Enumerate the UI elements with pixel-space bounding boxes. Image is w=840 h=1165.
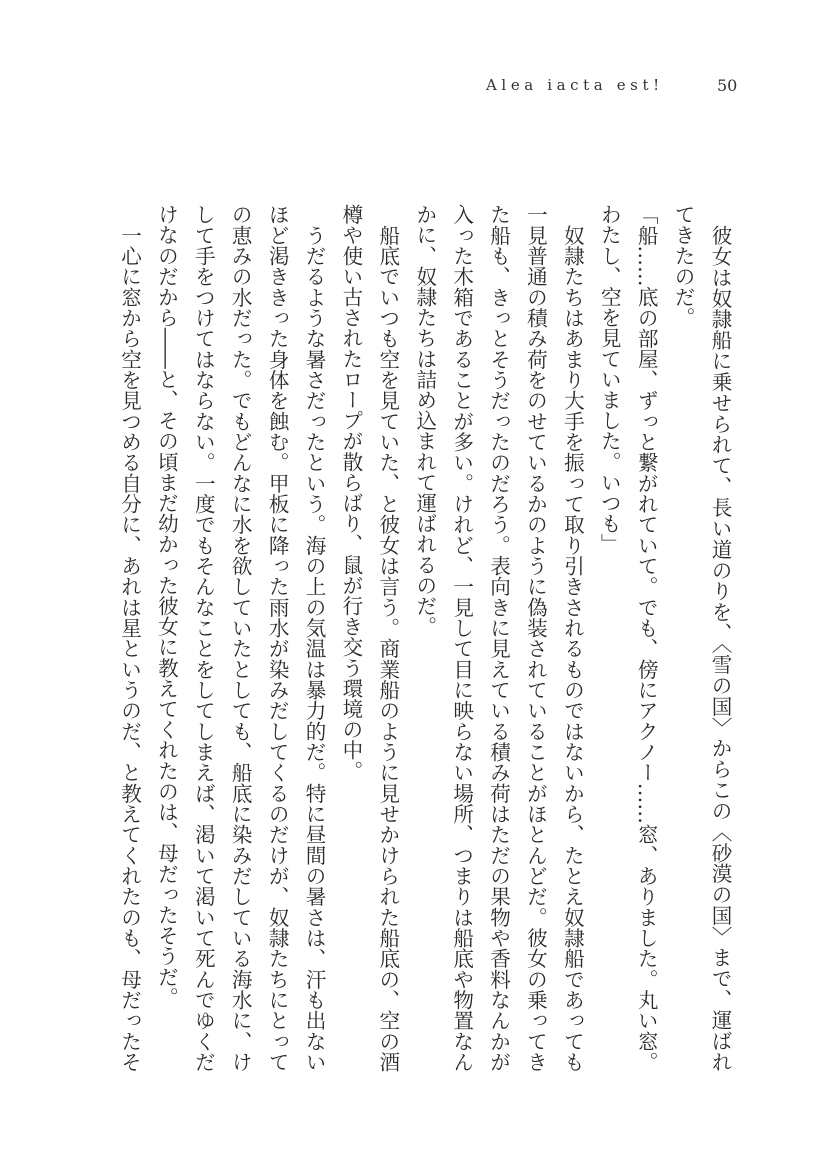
text-line: 一心に窓から空を見つめる自分に、あれは星というのだ、と教えてくれたのも、母だったそ (117, 204, 142, 1072)
text-line: 入った木箱であることが多い。けれど、一見して目に映らない場所、つまりは船底や物置なん (449, 204, 474, 1072)
text-line: 「船……底の部屋、ずっと繋がれていて。でも、傍にアクノー……窓、ありました。丸い窓。 (634, 204, 659, 1072)
text-line: ほど渇ききった身体を蝕む。甲板に降った雨水が染みだしてくるのだけが、奴隷たちにとって (265, 204, 290, 1072)
text-line: して手をつけてはならない。一度でもそんなことをしてしまえば、渇いて渇いて死んでゆくだ (191, 204, 216, 1072)
text-line: 彼女は奴隷船に乗せられて、長い道のりを、〈雪の国〉からこの〈砂漠の国〉まで、運ばれ (708, 204, 732, 1072)
text-line: てきたのだ。 (671, 204, 696, 328)
text-line: 一見普通の積み荷をのせているかのように偽装されていることがほとんどだ。彼女の乗ってき (523, 204, 548, 1072)
text-line: 奴隷たちはあまり大手を振って取り引きされるものではないから、たとえ奴隷船であっても (560, 204, 585, 1072)
text-line: の恵みの水だった。でもどんなに水を欲していたとしても、船底に染みだしている海水に、け (228, 204, 253, 1072)
text-line: た船も、きっとそうだったのだろう。表向きに見えている積み荷はただの果物や香料なんかが (486, 204, 511, 1072)
text-line: 樽や使い古されたロープが散らばり、鼠が行き交う環境の中。 (338, 204, 363, 781)
text-line: うだるような暑さだったという。海の上の気温は暴力的だ。特に昼間の暑さは、汗も出ない (302, 204, 327, 1072)
text-line: 船底でいつも空を見ていた、と彼女は言う。商業船のように見せかけられた船底の、空の酒 (375, 204, 400, 1072)
text-line: けなのだから――と、その頃まだ幼かった彼女に教えてくれたのは、母だったそうだ。 (154, 204, 179, 1008)
page-number: 50 (717, 76, 738, 95)
text-line: わたし、空を見ていました。いつも」 (597, 204, 622, 555)
text-line: かに、奴隷たちは詰め込まれて運ばれるのだ。 (412, 204, 437, 637)
body-text (111, 204, 738, 1072)
running-title: Alea iacta est! (486, 76, 664, 94)
